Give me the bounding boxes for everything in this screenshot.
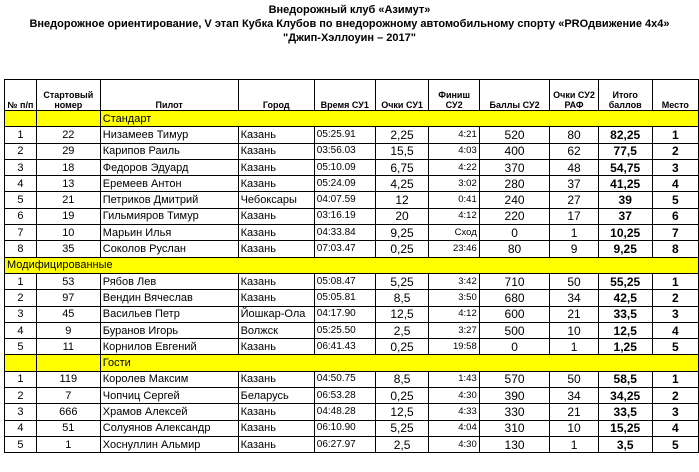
- cell-start-number: 10: [36, 225, 100, 241]
- cell-start-number: 666: [36, 404, 100, 420]
- cell-points-su1: 12: [375, 192, 429, 208]
- cell-pilot: Соколов Руслан: [100, 241, 238, 257]
- cell-city: Казань: [238, 225, 314, 241]
- cell-start-number: 53: [36, 273, 100, 289]
- table-row: [5, 306, 699, 322]
- cell-np: 6: [5, 208, 37, 224]
- col-header-np: № п/п: [5, 80, 37, 111]
- cell-place: 8: [652, 241, 698, 257]
- cell-finish-su2: 3:02: [429, 176, 479, 192]
- cell-score-su2: 280: [479, 176, 550, 192]
- table-row: [5, 420, 699, 436]
- col-header-b2: Баллы СУ2: [479, 80, 550, 111]
- table-row: [5, 371, 699, 387]
- cell-np: 4: [5, 420, 37, 436]
- cell-total: 54,75: [598, 159, 652, 175]
- cell-place: 6: [652, 208, 698, 224]
- section-title: Модифицированные: [5, 257, 699, 273]
- cell-points-su1: 8,5: [375, 290, 429, 306]
- section-spacer: [36, 355, 100, 371]
- cell-finish-su2: 4:12: [429, 208, 479, 224]
- col-header-o1: Очки СУ1: [375, 80, 429, 111]
- cell-raf-points: 21: [550, 306, 598, 322]
- cell-pilot: Низамеев Тимур: [100, 127, 238, 143]
- cell-raf-points: 62: [550, 143, 598, 159]
- cell-start-number: 35: [36, 241, 100, 257]
- cell-pilot: Королев Максим: [100, 371, 238, 387]
- cell-place: 7: [652, 225, 698, 241]
- cell-np: 4: [5, 176, 37, 192]
- cell-raf-points: 80: [550, 127, 598, 143]
- cell-time-su1: 05:10.09: [314, 159, 375, 175]
- cell-np: 5: [5, 436, 37, 452]
- cell-points-su1: 0,25: [375, 388, 429, 404]
- cell-place: 4: [652, 322, 698, 338]
- cell-np: 4: [5, 322, 37, 338]
- cell-total: 33,5: [598, 306, 652, 322]
- cell-finish-su2: Сход: [429, 225, 479, 241]
- cell-time-su1: 04:07.59: [314, 192, 375, 208]
- col-header-place: Место: [652, 80, 698, 111]
- cell-place: 2: [652, 388, 698, 404]
- cell-points-su1: 12,5: [375, 306, 429, 322]
- cell-city: Казань: [238, 273, 314, 289]
- cell-finish-su2: 4:30: [429, 388, 479, 404]
- cell-score-su2: 220: [479, 208, 550, 224]
- cell-time-su1: 03:16.19: [314, 208, 375, 224]
- cell-start-number: 18: [36, 159, 100, 175]
- cell-pilot: Петриков Дмитрий: [100, 192, 238, 208]
- cell-city: Чебоксары: [238, 192, 314, 208]
- cell-finish-su2: 4:04: [429, 420, 479, 436]
- cell-raf-points: 34: [550, 290, 598, 306]
- table-row: [5, 322, 699, 338]
- cell-start-number: 19: [36, 208, 100, 224]
- cell-np: 7: [5, 225, 37, 241]
- cell-total: 12,5: [598, 322, 652, 338]
- cell-place: 2: [652, 290, 698, 306]
- cell-raf-points: 10: [550, 322, 598, 338]
- cell-total: 58,5: [598, 371, 652, 387]
- cell-place: 4: [652, 420, 698, 436]
- cell-np: 1: [5, 273, 37, 289]
- cell-pilot: Корнилов Евгений: [100, 339, 238, 355]
- cell-start-number: 45: [36, 306, 100, 322]
- cell-city: Йошкар-Ола: [238, 306, 314, 322]
- cell-finish-su2: 3:27: [429, 322, 479, 338]
- cell-place: 1: [652, 273, 698, 289]
- cell-total: 55,25: [598, 273, 652, 289]
- cell-raf-points: 1: [550, 339, 598, 355]
- cell-score-su2: 710: [479, 273, 550, 289]
- cell-score-su2: 570: [479, 371, 550, 387]
- cell-place: 5: [652, 436, 698, 452]
- cell-score-su2: 390: [479, 388, 550, 404]
- cell-score-su2: 0: [479, 339, 550, 355]
- cell-city: Казань: [238, 420, 314, 436]
- cell-place: 4: [652, 176, 698, 192]
- cell-city: Казань: [238, 436, 314, 452]
- cell-total: 37: [598, 208, 652, 224]
- cell-score-su2: 400: [479, 143, 550, 159]
- header-row: [5, 80, 699, 111]
- cell-time-su1: 06:27.97: [314, 436, 375, 452]
- cell-time-su1: 03:56.03: [314, 143, 375, 159]
- cell-score-su2: 520: [479, 127, 550, 143]
- cell-np: 5: [5, 339, 37, 355]
- cell-place: 1: [652, 371, 698, 387]
- cell-start-number: 9: [36, 322, 100, 338]
- cell-place: 3: [652, 306, 698, 322]
- cell-finish-su2: 3:50: [429, 290, 479, 306]
- cell-score-su2: 80: [479, 241, 550, 257]
- cell-place: 5: [652, 339, 698, 355]
- cell-city: Казань: [238, 159, 314, 175]
- cell-finish-su2: 4:30: [429, 436, 479, 452]
- cell-points-su1: 2,5: [375, 436, 429, 452]
- cell-points-su1: 5,25: [375, 273, 429, 289]
- cell-pilot: Васильев Петр: [100, 306, 238, 322]
- cell-place: 1: [652, 127, 698, 143]
- cell-np: 3: [5, 159, 37, 175]
- cell-start-number: 51: [36, 420, 100, 436]
- cell-np: 2: [5, 290, 37, 306]
- cell-start-number: 97: [36, 290, 100, 306]
- cell-time-su1: 05:25.91: [314, 127, 375, 143]
- cell-pilot: Хоснуллин Альмир: [100, 436, 238, 452]
- cell-time-su1: 06:41.43: [314, 339, 375, 355]
- cell-total: 34,25: [598, 388, 652, 404]
- cell-pilot: Вендин Вячеслав: [100, 290, 238, 306]
- cell-city: Казань: [238, 143, 314, 159]
- cell-pilot: Храмов Алексей: [100, 404, 238, 420]
- cell-raf-points: 48: [550, 159, 598, 175]
- cell-total: 77,5: [598, 143, 652, 159]
- cell-time-su1: 05:08.47: [314, 273, 375, 289]
- table-row: [5, 143, 699, 159]
- cell-raf-points: 10: [550, 420, 598, 436]
- cell-pilot: Гильмияров Тимур: [100, 208, 238, 224]
- cell-points-su1: 0,25: [375, 339, 429, 355]
- cell-points-su1: 20: [375, 208, 429, 224]
- cell-pilot: Федоров Эдуард: [100, 159, 238, 175]
- cell-raf-points: 50: [550, 273, 598, 289]
- section-spacer: [5, 111, 37, 127]
- cell-score-su2: 680: [479, 290, 550, 306]
- col-header-total: Итого баллов: [598, 80, 652, 111]
- cell-total: 42,5: [598, 290, 652, 306]
- cell-city: Казань: [238, 371, 314, 387]
- cell-np: 5: [5, 192, 37, 208]
- cell-raf-points: 17: [550, 208, 598, 224]
- cell-total: 15,25: [598, 420, 652, 436]
- cell-pilot: Марьин Илья: [100, 225, 238, 241]
- cell-score-su2: 500: [479, 322, 550, 338]
- col-header-time: Время СУ1: [314, 80, 375, 111]
- cell-place: 5: [652, 192, 698, 208]
- cell-score-su2: 600: [479, 306, 550, 322]
- cell-finish-su2: 4:12: [429, 306, 479, 322]
- cell-start-number: 29: [36, 143, 100, 159]
- cell-raf-points: 27: [550, 192, 598, 208]
- table-row: [5, 388, 699, 404]
- table-row: [5, 176, 699, 192]
- cell-finish-su2: 1:43: [429, 371, 479, 387]
- cell-np: 8: [5, 241, 37, 257]
- cell-total: 33,5: [598, 404, 652, 420]
- cell-time-su1: 06:53.28: [314, 388, 375, 404]
- cell-finish-su2: 4:21: [429, 127, 479, 143]
- table-row: [5, 241, 699, 257]
- cell-np: 1: [5, 127, 37, 143]
- cell-np: 3: [5, 404, 37, 420]
- section-header-row: [5, 355, 699, 371]
- table-row: [5, 208, 699, 224]
- results-body: [5, 111, 699, 453]
- cell-finish-su2: 0:41: [429, 192, 479, 208]
- table-row: [5, 273, 699, 289]
- cell-time-su1: 04:50.75: [314, 371, 375, 387]
- cell-pilot: Чопчиц Сергей: [100, 388, 238, 404]
- cell-raf-points: 1: [550, 436, 598, 452]
- cell-start-number: 22: [36, 127, 100, 143]
- cell-score-su2: 130: [479, 436, 550, 452]
- cell-time-su1: 04:17.90: [314, 306, 375, 322]
- cell-points-su1: 2,5: [375, 322, 429, 338]
- cell-np: 2: [5, 143, 37, 159]
- section-title: Стандарт: [100, 111, 698, 127]
- table-row: [5, 159, 699, 175]
- cell-city: Казань: [238, 404, 314, 420]
- cell-place: 3: [652, 159, 698, 175]
- cell-raf-points: 9: [550, 241, 598, 257]
- section-header-row: [5, 257, 699, 273]
- cell-finish-su2: 23:46: [429, 241, 479, 257]
- cell-pilot: Еремеев Антон: [100, 176, 238, 192]
- table-row: [5, 290, 699, 306]
- cell-np: 3: [5, 306, 37, 322]
- cell-pilot: Карипов Раиль: [100, 143, 238, 159]
- cell-raf-points: 21: [550, 404, 598, 420]
- section-title: Гости: [100, 355, 698, 371]
- cell-city: Волжск: [238, 322, 314, 338]
- cell-points-su1: 9,25: [375, 225, 429, 241]
- cell-start-number: 21: [36, 192, 100, 208]
- cell-start-number: 7: [36, 388, 100, 404]
- cell-score-su2: 370: [479, 159, 550, 175]
- cell-points-su1: 12,5: [375, 404, 429, 420]
- results-table: [4, 79, 699, 453]
- col-header-raf: Очки СУ2 РАФ: [550, 80, 598, 111]
- cell-start-number: 13: [36, 176, 100, 192]
- cell-points-su1: 6,75: [375, 159, 429, 175]
- cell-points-su1: 8,5: [375, 371, 429, 387]
- cell-np: 2: [5, 388, 37, 404]
- cell-np: 1: [5, 371, 37, 387]
- cell-total: 3,5: [598, 436, 652, 452]
- cell-time-su1: 05:24.09: [314, 176, 375, 192]
- cell-finish-su2: 19:58: [429, 339, 479, 355]
- cell-points-su1: 0,25: [375, 241, 429, 257]
- cell-time-su1: 04:48.28: [314, 404, 375, 420]
- cell-pilot: Буранов Игорь: [100, 322, 238, 338]
- table-row: [5, 127, 699, 143]
- cell-points-su1: 15,5: [375, 143, 429, 159]
- cell-score-su2: 330: [479, 404, 550, 420]
- cell-finish-su2: 3:42: [429, 273, 479, 289]
- col-header-start: Стартовый номер: [36, 80, 100, 111]
- cell-total: 82,25: [598, 127, 652, 143]
- cell-points-su1: 5,25: [375, 420, 429, 436]
- cell-place: 3: [652, 404, 698, 420]
- cell-points-su1: 2,25: [375, 127, 429, 143]
- club-title: Внедорожный клуб «Азимут»: [268, 4, 431, 16]
- cell-time-su1: 06:10.90: [314, 420, 375, 436]
- section-header-row: [5, 111, 699, 127]
- cell-city: Беларусь: [238, 388, 314, 404]
- section-spacer: [36, 111, 100, 127]
- cell-start-number: 1: [36, 436, 100, 452]
- cell-city: Казань: [238, 176, 314, 192]
- cell-start-number: 119: [36, 371, 100, 387]
- cell-raf-points: 1: [550, 225, 598, 241]
- table-row: [5, 436, 699, 452]
- table-row: [5, 404, 699, 420]
- col-header-pilot: Пилот: [100, 80, 238, 111]
- cell-city: Казань: [238, 339, 314, 355]
- cell-time-su1: 05:25.50: [314, 322, 375, 338]
- table-row: [5, 339, 699, 355]
- table-row: [5, 192, 699, 208]
- cell-time-su1: 04:33.84: [314, 225, 375, 241]
- cell-pilot: Рябов Лев: [100, 273, 238, 289]
- cell-total: 39: [598, 192, 652, 208]
- event-title: Внедорожное ориентирование, V этап Кубка Клубов по внедорожному автомобильному спорту «PROдвижение 4х4»: [29, 18, 670, 30]
- cell-score-su2: 0: [479, 225, 550, 241]
- cell-score-su2: 310: [479, 420, 550, 436]
- cell-city: Казань: [238, 290, 314, 306]
- cell-finish-su2: 4:03: [429, 143, 479, 159]
- cell-total: 10,25: [598, 225, 652, 241]
- cell-raf-points: 37: [550, 176, 598, 192]
- event-subtitle: "Джип-Хэллоуин – 2017": [283, 32, 416, 44]
- cell-pilot: Солуянов Александр: [100, 420, 238, 436]
- cell-finish-su2: 4:33: [429, 404, 479, 420]
- cell-time-su1: 05:05.81: [314, 290, 375, 306]
- cell-time-su1: 07:03.47: [314, 241, 375, 257]
- section-spacer: [5, 355, 37, 371]
- table-row: [5, 225, 699, 241]
- cell-finish-su2: 4:22: [429, 159, 479, 175]
- cell-place: 2: [652, 143, 698, 159]
- cell-city: Казань: [238, 127, 314, 143]
- cell-total: 41,25: [598, 176, 652, 192]
- cell-total: 9,25: [598, 241, 652, 257]
- col-header-finish: Финиш СУ2: [429, 80, 479, 111]
- cell-score-su2: 240: [479, 192, 550, 208]
- cell-city: Казань: [238, 208, 314, 224]
- cell-points-su1: 4,25: [375, 176, 429, 192]
- cell-start-number: 11: [36, 339, 100, 355]
- cell-raf-points: 50: [550, 371, 598, 387]
- cell-raf-points: 34: [550, 388, 598, 404]
- cell-city: Казань: [238, 241, 314, 257]
- cell-total: 1,25: [598, 339, 652, 355]
- col-header-city: Город: [238, 80, 314, 111]
